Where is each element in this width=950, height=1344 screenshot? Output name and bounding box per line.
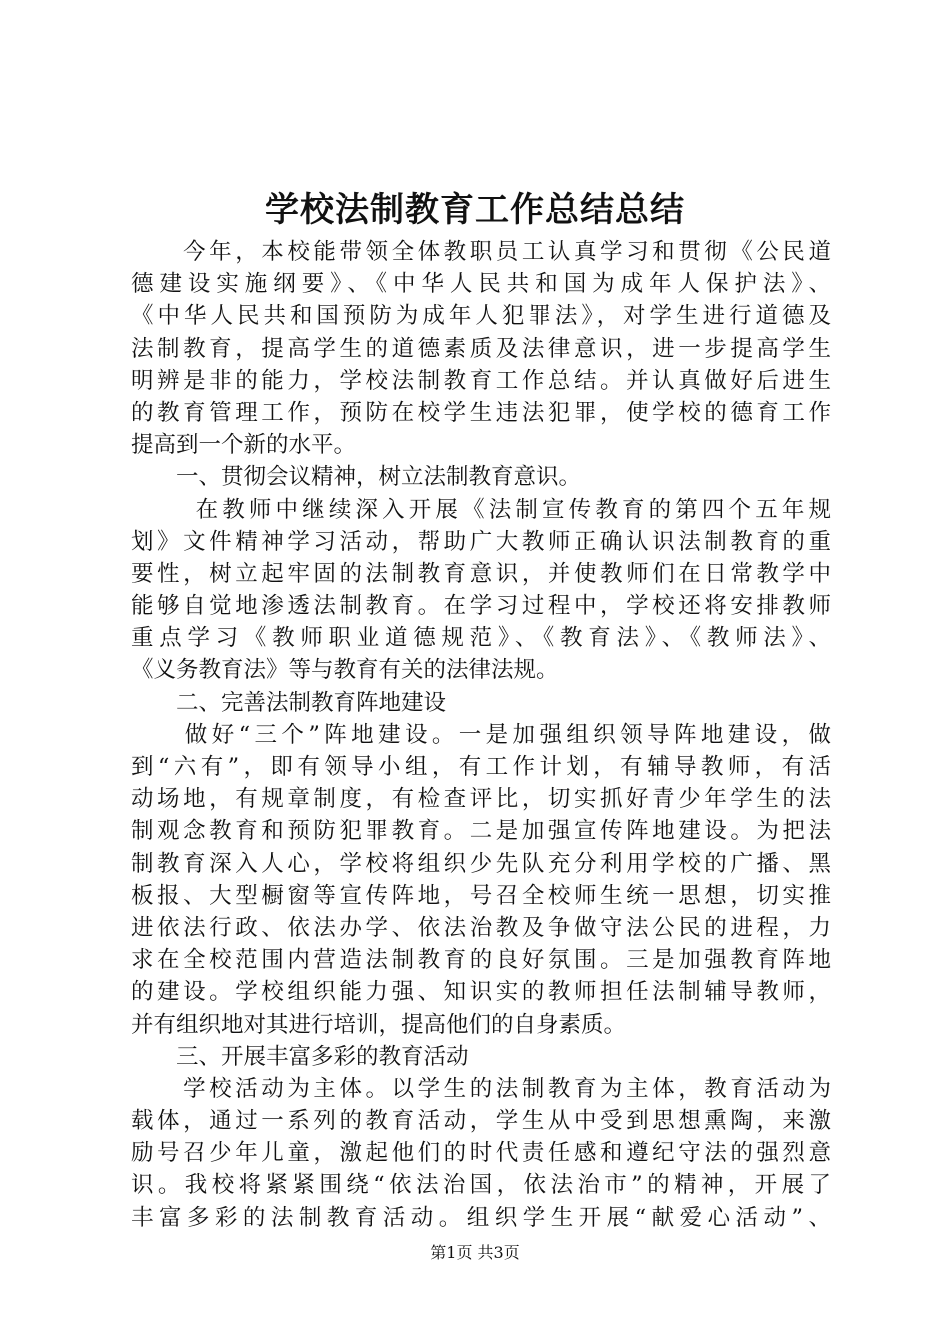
body-line: 识。我校将紧紧围绕“依法治国，依法治市”的精神，开展了 [131, 1172, 831, 1199]
body-line: 在教师中继续深入开展《法制宣传教育的第四个五年规 [131, 496, 831, 523]
body-line: 提高到一个新的水平。 [131, 432, 357, 459]
body-line: 学校活动为主体。以学生的法制教育为主体，教育活动为 [131, 1075, 831, 1102]
body-line: 要性，树立起牢固的法制教育意识，并使教师们在日常教学中 [131, 560, 831, 587]
body-line: 德建设实施纲要》、《中华人民共和国为成年人保护法》、 [131, 271, 831, 298]
body-line: 《中华人民共和国预防为成年人犯罪法》，对学生进行道德及 [131, 303, 831, 330]
section-heading: 二、完善法制教育阵地建设 [131, 689, 447, 716]
body-line: 《义务教育法》等与教育有关的法律法规。 [131, 657, 559, 684]
body-line: 到“六有”，即有领导小组，有工作计划，有辅导教师，有活 [131, 754, 831, 780]
body-line: 的教育管理工作，预防在校学生违法犯罪，使学校的德育工作 [131, 399, 831, 426]
body-line: 划》文件精神学习活动，帮助广大教师正确认识法制教育的重 [131, 528, 831, 555]
document-body [131, 236, 831, 1234]
body-line: 板报、大型橱窗等宣传阵地，号召全校师生统一思想，切实推 [131, 882, 831, 909]
body-line: 求在全校范围内营造法制教育的良好氛围。三是加强教育阵地 [131, 947, 831, 974]
body-line: 能够自觉地渗透法制教育。在学习过程中，学校还将安排教师 [131, 593, 831, 620]
body-line: 丰富多彩的法制教育活动。组织学生开展“献爱心活动”、 [131, 1204, 831, 1231]
body-line: 重点学习《教师职业道德规范》、《教育法》、《教师法》、 [131, 625, 831, 652]
body-line: 明辨是非的能力，学校法制教育工作总结。并认真做好后进生 [131, 367, 831, 394]
body-line: 并有组织地对其进行培训，提高他们的自身素质。 [131, 1011, 627, 1038]
section-heading: 三、开展丰富多彩的教育活动 [131, 1043, 469, 1070]
body-line: 制教育深入人心，学校将组织少先队充分利用学校的广播、黑 [131, 850, 831, 877]
body-line: 法制教育，提高学生的道德素质及法律意识，进一步提高学生 [131, 335, 831, 362]
document-title: 学校法制教育工作总结总结 [265, 190, 685, 230]
body-line: 励号召少年儿童，激起他们的时代责任感和遵纪守法的强烈意 [131, 1140, 831, 1167]
body-line: 进依法行政、依法办学、依法治教及争做守法公民的进程，力 [131, 914, 831, 941]
page-number-footer: 第1页 共3页 [430, 1243, 520, 1262]
body-line: 动场地，有规章制度，有检查评比，切实抓好青少年学生的法 [131, 786, 831, 813]
body-line: 今年，本校能带领全体教职员工认真学习和贯彻《公民道 [131, 239, 831, 265]
section-heading: 一、贯彻会议精神，树立法制教育意识。 [131, 464, 582, 491]
body-line: 制观念教育和预防犯罪教育。二是加强宣传阵地建设。为把法 [131, 818, 831, 845]
body-line: 载体，通过一系列的教育活动，学生从中受到思想熏陶，来激 [131, 1108, 831, 1135]
body-line: 做好“三个”阵地建设。一是加强组织领导阵地建设，做 [131, 721, 831, 748]
body-line: 的建设。学校组织能力强、知识实的教师担任法制辅导教师， [131, 979, 831, 1006]
